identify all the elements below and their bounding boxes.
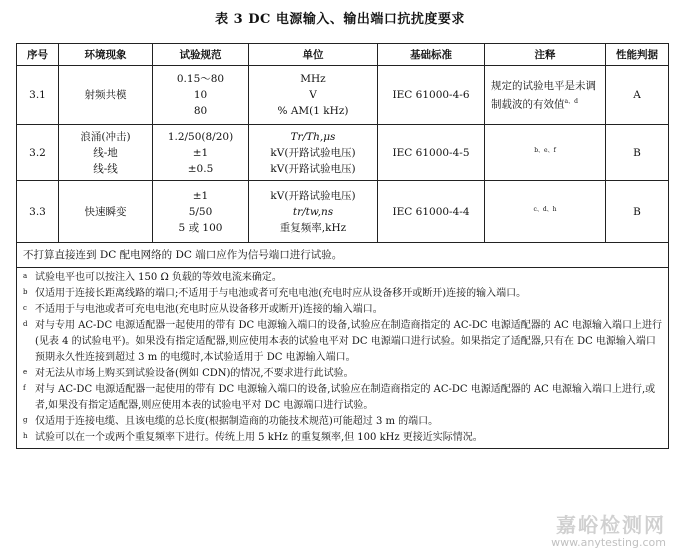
row-standard: IEC 61000-4-5 <box>378 125 485 181</box>
immunity-table <box>16 43 669 449</box>
footnote: c 不适用于与电池或者可充电电池(充电时应从设备移开或断开)连接的输入端口。 <box>23 304 383 315</box>
row-standard: IEC 61000-4-4 <box>378 181 485 243</box>
row-note: c、d、h <box>485 181 606 243</box>
row-spec: 1.2/50(8/20) ±1 ±0.5 <box>153 125 249 181</box>
footnote: g 仅适用于连接电缆、且该电缆的总长度(根据制造商的功能技术规范)可能超过 3 m 的端口。 <box>23 416 439 427</box>
row-no: 3.3 <box>17 181 59 243</box>
table-title: 表 3 DC 电源输入、输出端口抗扰度要求 <box>215 12 465 27</box>
header-phenomenon: 环境现象 <box>59 44 153 66</box>
row-criterion: B <box>606 125 669 181</box>
row-unit: kV(开路试验电压) tr/tw,ns 重复频率,kHz <box>249 181 378 243</box>
header-no: 序号 <box>17 44 59 66</box>
footnotes <box>17 268 669 449</box>
footnote: b 仅适用于连接长距离线路的端口;不适用于与电池或者可充电电池(充电时应从设备移开或断开)连接的输入端口。 <box>23 288 527 299</box>
watermark-en: www.anytesting.com <box>551 536 666 549</box>
footnote: d 对与专用 AC-DC 电源适配器一起使用的带有 DC 电源输入端口的设备,试验应在制造商指定的 AC-DC 电源适配器的 AC 电源输入端口上进行(见表 4 的试验电平)。如果没有指定适配器,则应使用本表的试验电平对 DC 电源端口进行试验。如果指定了适配器,只有在 DC 电源输入端口预期永久性连接到超过 3 m 的电缆时,本试验适用于 DC 电源输入端口。 <box>23 320 662 363</box>
table-row <box>17 181 669 243</box>
table-row <box>17 66 669 125</box>
row-spec: 0.15～80 10 80 <box>153 66 249 125</box>
header-criterion: 性能判据 <box>606 44 669 66</box>
header-unit: 单位 <box>249 44 378 66</box>
footnote: a 试验电平也可以按注入 150 Ω 负载的等效电流来确定。 <box>23 272 282 283</box>
row-standard: IEC 61000-4-6 <box>378 66 485 125</box>
row-unit: MHz V % AM(1 kHz) <box>249 66 378 125</box>
footnotes-row <box>17 268 669 449</box>
watermark <box>551 509 666 549</box>
row-note: 规定的试验电平是未调制载波的有效值$^{a、d}$ <box>485 66 606 125</box>
row-spec: ±1 5/50 5 或 100 <box>153 181 249 243</box>
watermark-cn: 嘉峪检测网 <box>556 513 666 537</box>
general-note: 不打算直接连到 DC 配电网络的 DC 端口应作为信号端口进行试验。 <box>17 243 669 268</box>
row-phenomenon: 浪涌(冲击) 线-地 线-线 <box>59 125 153 181</box>
footnote: f 对与 AC-DC 电源适配器一起使用的带有 DC 电源输入端口的设备,试验应在制造商指定的 AC-DC 电源适配器的 AC 电源输入端口上进行,或者,如果没有指定适配器,则应使用本表的试验电平对 DC 电源端口进行试验。 <box>23 384 656 411</box>
row-criterion: A <box>606 66 669 125</box>
row-note: b、e、f <box>485 125 606 181</box>
footnote: e 对无法从市场上购买到试验设备(例如 CDN)的情况,不要求进行此试验。 <box>23 368 354 379</box>
row-criterion: B <box>606 181 669 243</box>
general-note-row <box>17 243 669 268</box>
row-phenomenon: 射频共模 <box>59 66 153 125</box>
row-phenomenon: 快速瞬变 <box>59 181 153 243</box>
footnote: h 试验可以在一个或两个重复频率下进行。传统上用 5 kHz 的重复频率,但 100 kHz 更接近实际情况。 <box>23 432 483 443</box>
header-row <box>17 44 669 66</box>
header-note: 注释 <box>485 44 606 66</box>
header-spec: 试验规范 <box>153 44 249 66</box>
row-unit: Tr/Th,μs kV(开路试验电压) kV(开路试验电压) <box>249 125 378 181</box>
row-no: 3.1 <box>17 66 59 125</box>
row-no: 3.2 <box>17 125 59 181</box>
table-row <box>17 125 669 181</box>
header-standard: 基础标准 <box>378 44 485 66</box>
